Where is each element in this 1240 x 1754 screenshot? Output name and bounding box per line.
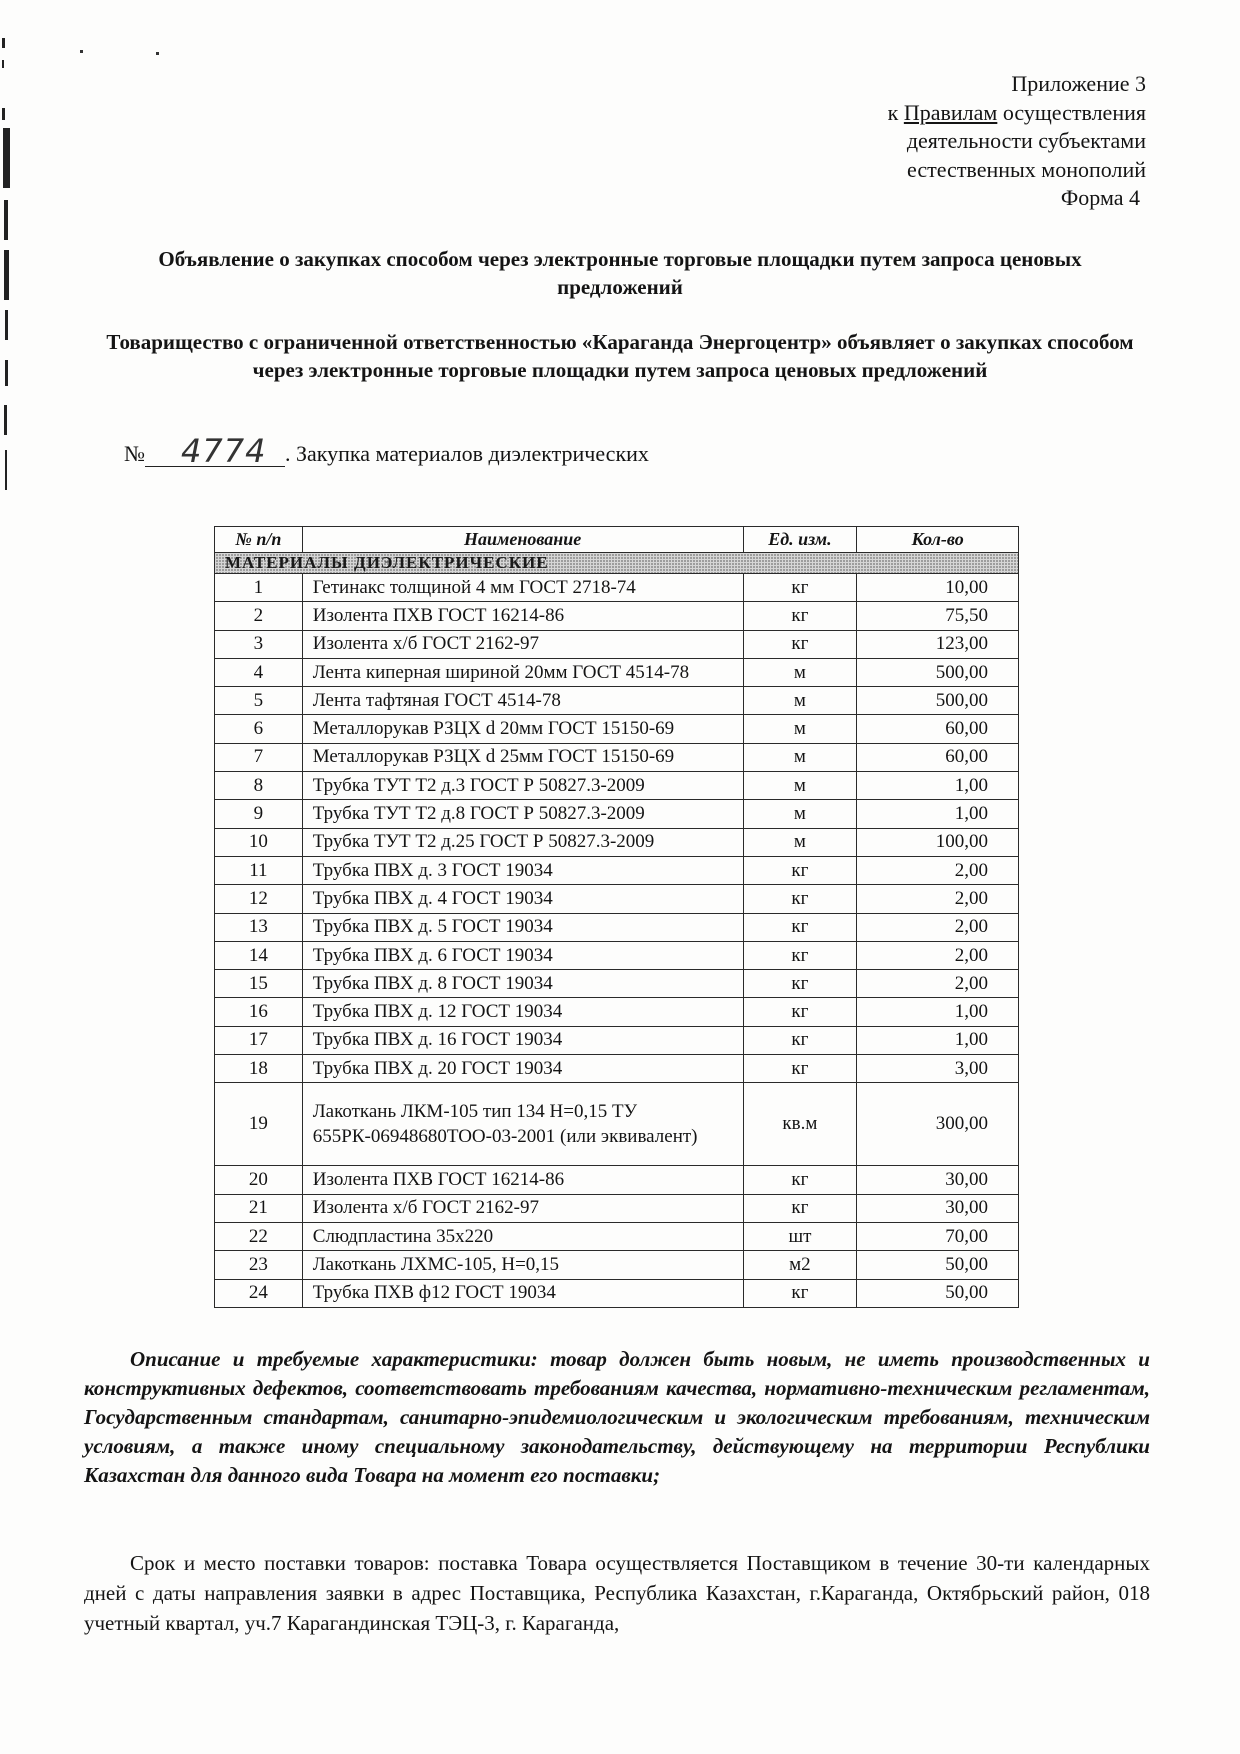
item-name: Трубка ПХВ ф12 ГОСТ 19034 xyxy=(302,1279,743,1307)
table-row xyxy=(215,998,1019,1026)
table-row xyxy=(215,772,1019,800)
table-row xyxy=(215,1026,1019,1054)
item-name: Лента киперная шириной 20мм ГОСТ 4514-78 xyxy=(302,658,743,686)
item-quantity: 500,00 xyxy=(857,687,1019,715)
item-quantity: 2,00 xyxy=(857,885,1019,913)
item-name: Трубка ПВХ д. 6 ГОСТ 19034 xyxy=(302,941,743,969)
announcement-subtitle: Товарищество с ограниченной ответственностью «Караганда Энергоцентр» объявляет о закупках способом через электронные торговые площадки путем запроса ценовых предложений xyxy=(106,330,1134,382)
item-unit: кг xyxy=(743,970,857,998)
item-unit: м xyxy=(743,743,857,771)
item-quantity: 2,00 xyxy=(857,856,1019,884)
table-row xyxy=(215,913,1019,941)
row-number: 4 xyxy=(215,658,303,686)
row-number: 12 xyxy=(215,885,303,913)
item-quantity: 75,50 xyxy=(857,602,1019,630)
item-quantity: 30,00 xyxy=(857,1166,1019,1194)
item-quantity: 100,00 xyxy=(857,828,1019,856)
item-name: Лакоткань ЛКМ-105 тип 134 Н=0,15 ТУ 655РК-06948680ТОО-03-2001 (или эквивалент) xyxy=(302,1083,743,1166)
table-row xyxy=(215,1279,1019,1307)
item-quantity: 500,00 xyxy=(857,658,1019,686)
item-unit: кг xyxy=(743,630,857,658)
items-table xyxy=(214,526,1019,1308)
table-row xyxy=(215,630,1019,658)
item-name: Изолента х/б ГОСТ 2162-97 xyxy=(302,1194,743,1222)
item-quantity: 50,00 xyxy=(857,1251,1019,1279)
table-row xyxy=(215,941,1019,969)
table-row xyxy=(215,1083,1019,1166)
item-name: Трубка ПВХ д. 16 ГОСТ 19034 xyxy=(302,1026,743,1054)
row-number: 6 xyxy=(215,715,303,743)
table-row xyxy=(215,1055,1019,1083)
item-name: Трубка ТУТ Т2 д.3 ГОСТ Р 50827.3-2009 xyxy=(302,772,743,800)
table-row xyxy=(215,800,1019,828)
row-number: 5 xyxy=(215,687,303,715)
item-quantity: 10,00 xyxy=(857,574,1019,602)
item-quantity: 30,00 xyxy=(857,1194,1019,1222)
row-number: 19 xyxy=(215,1083,303,1166)
table-row xyxy=(215,574,1019,602)
item-name: Лента тафтяная ГОСТ 4514-78 xyxy=(302,687,743,715)
item-unit: м xyxy=(743,687,857,715)
row-number: 13 xyxy=(215,913,303,941)
col-header-quantity: Кол-во xyxy=(857,527,1019,553)
item-unit: м2 xyxy=(743,1251,857,1279)
row-number: 16 xyxy=(215,998,303,1026)
item-unit: м xyxy=(743,800,857,828)
table-row xyxy=(215,1222,1019,1250)
table-row xyxy=(215,658,1019,686)
item-name: Трубка ПВХ д. 4 ГОСТ 19034 xyxy=(302,885,743,913)
item-quantity: 70,00 xyxy=(857,1222,1019,1250)
row-number: 11 xyxy=(215,856,303,884)
annex-line-1: Приложение 3 xyxy=(1011,71,1146,96)
table-row xyxy=(215,828,1019,856)
section-row xyxy=(215,553,1019,574)
item-unit: кг xyxy=(743,885,857,913)
row-number: 9 xyxy=(215,800,303,828)
item-unit: м xyxy=(743,772,857,800)
annex-line-4: естественных монополий xyxy=(907,156,1146,182)
item-quantity: 3,00 xyxy=(857,1055,1019,1083)
item-name: Трубка ТУТ Т2 д.8 ГОСТ Р 50827.3-2009 xyxy=(302,800,743,828)
table-row xyxy=(215,1166,1019,1194)
table-row xyxy=(215,1194,1019,1222)
item-quantity: 300,00 xyxy=(857,1083,1019,1166)
form-number: Форма 4 xyxy=(1060,185,1140,210)
table-row xyxy=(215,715,1019,743)
item-unit: м xyxy=(743,715,857,743)
item-unit: кг xyxy=(743,1055,857,1083)
row-number: 14 xyxy=(215,941,303,969)
item-name: Трубка ПВХ д. 5 ГОСТ 19034 xyxy=(302,913,743,941)
item-name: Трубка ПВХ д. 12 ГОСТ 19034 xyxy=(302,998,743,1026)
col-header-unit: Ед. изм. xyxy=(743,527,857,553)
scan-edge-marks xyxy=(0,0,14,520)
item-unit: кв.м xyxy=(743,1083,857,1166)
procurement-number-field xyxy=(145,432,285,470)
row-number: 1 xyxy=(215,574,303,602)
item-name: Лакоткань ЛХМС-105, Н=0,15 xyxy=(302,1251,743,1279)
item-quantity: 50,00 xyxy=(857,1279,1019,1307)
item-name: Металлорукав РЗЦХ d 20мм ГОСТ 15150-69 xyxy=(302,715,743,743)
row-number: 17 xyxy=(215,1026,303,1054)
item-quantity: 2,00 xyxy=(857,941,1019,969)
item-quantity: 2,00 xyxy=(857,970,1019,998)
row-number: 21 xyxy=(215,1194,303,1222)
item-quantity: 1,00 xyxy=(857,1026,1019,1054)
item-unit: кг xyxy=(743,602,857,630)
table-header-row xyxy=(215,527,1019,553)
table-row xyxy=(215,970,1019,998)
row-number: 2 xyxy=(215,602,303,630)
item-quantity: 123,00 xyxy=(857,630,1019,658)
item-quantity: 1,00 xyxy=(857,998,1019,1026)
row-number: 15 xyxy=(215,970,303,998)
col-header-name: Наименование xyxy=(302,527,743,553)
requirements-paragraph: Описание и требуемые характеристики: товар должен быть новым, не иметь производственных и конструктивных дефектов, соответствовать требованиям качества, нормативно-техническим регламентам, Государственным стандартам, санитарно-эпидемиологическим и экологическим требованиям, техническим условиям, а также иному специальному законодательству, действующему на территории Республики Казахстан для данного вида Товара на момент его поставки; xyxy=(84,1347,1150,1487)
row-number: 10 xyxy=(215,828,303,856)
table-row xyxy=(215,743,1019,771)
row-number: 23 xyxy=(215,1251,303,1279)
item-unit: шт xyxy=(743,1222,857,1250)
item-name: Трубка ПВХ д. 3 ГОСТ 19034 xyxy=(302,856,743,884)
item-name: Трубка ТУТ Т2 д.25 ГОСТ Р 50827.3-2009 xyxy=(302,828,743,856)
item-name: Изолента ПХВ ГОСТ 16214-86 xyxy=(302,602,743,630)
item-name: Трубка ПВХ д. 20 ГОСТ 19034 xyxy=(302,1055,743,1083)
item-unit: кг xyxy=(743,998,857,1026)
item-name: Изолента х/б ГОСТ 2162-97 xyxy=(302,630,743,658)
item-name: Слюдпластина 35х220 xyxy=(302,1222,743,1250)
row-number: 20 xyxy=(215,1166,303,1194)
item-unit: кг xyxy=(743,574,857,602)
row-number: 7 xyxy=(215,743,303,771)
table-row xyxy=(215,602,1019,630)
item-unit: м xyxy=(743,828,857,856)
annex-header xyxy=(888,70,1146,213)
procurement-subject: . Закупка материалов диэлектрических xyxy=(285,441,649,466)
table-row xyxy=(215,856,1019,884)
item-name: Гетинакс толщиной 4 мм ГОСТ 2718-74 xyxy=(302,574,743,602)
row-number: 8 xyxy=(215,772,303,800)
item-quantity: 60,00 xyxy=(857,743,1019,771)
row-number: 18 xyxy=(215,1055,303,1083)
row-number: 24 xyxy=(215,1279,303,1307)
section-label: МАТЕРИАЛЫ ДИЭЛЕКТРИЧЕСКИЕ xyxy=(215,553,1019,574)
table-row xyxy=(215,687,1019,715)
item-quantity: 2,00 xyxy=(857,913,1019,941)
rules-link: Правилам xyxy=(903,99,998,125)
item-name: Металлорукав РЗЦХ d 25мм ГОСТ 15150-69 xyxy=(302,743,743,771)
item-unit: кг xyxy=(743,1194,857,1222)
announcement-title: Объявление о закупках способом через электронные торговые площадки путем запроса ценовых предложений xyxy=(158,247,1082,299)
item-name: Трубка ПВХ д. 8 ГОСТ 19034 xyxy=(302,970,743,998)
item-name: Изолента ПХВ ГОСТ 16214-86 xyxy=(302,1166,743,1194)
row-number: 22 xyxy=(215,1222,303,1250)
item-unit: кг xyxy=(743,1166,857,1194)
item-unit: кг xyxy=(743,941,857,969)
item-quantity: 60,00 xyxy=(857,715,1019,743)
item-unit: м xyxy=(743,658,857,686)
item-quantity: 1,00 xyxy=(857,772,1019,800)
items-table-body xyxy=(215,553,1019,1308)
col-header-number: № п/п xyxy=(215,527,303,553)
table-row xyxy=(215,885,1019,913)
row-number: 3 xyxy=(215,630,303,658)
handwritten-number: 4774 xyxy=(181,432,267,470)
item-quantity: 1,00 xyxy=(857,800,1019,828)
item-unit: кг xyxy=(743,1279,857,1307)
procurement-number-line xyxy=(124,432,649,470)
item-unit: кг xyxy=(743,913,857,941)
delivery-paragraph: Срок и место поставки товаров: поставка Товара осуществляется Поставщиком в течение 30-ти календарных дней с даты направления заявки в адрес Поставщика, Республика Казахстан, г.Караганда, Октябрьский район, 018 учетный квартал, уч.7 Карагандинская ТЭЦ-3, г. Караганда, xyxy=(84,1551,1150,1635)
item-unit: кг xyxy=(743,856,857,884)
table-row xyxy=(215,1251,1019,1279)
annex-line-2: к Правилам осуществления xyxy=(887,99,1146,125)
item-unit: кг xyxy=(743,1026,857,1054)
number-sign: № xyxy=(124,441,145,466)
annex-line-3: деятельности субъектами xyxy=(906,128,1146,153)
